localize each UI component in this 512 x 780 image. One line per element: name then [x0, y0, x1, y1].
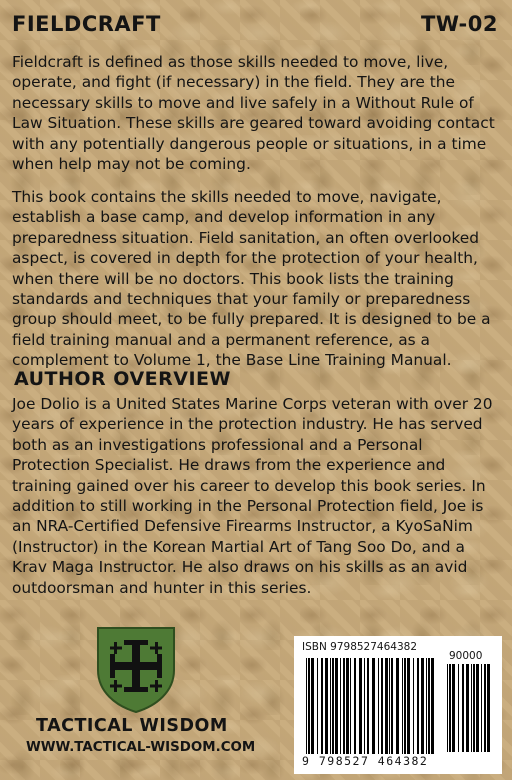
barcode-bar — [428, 658, 430, 754]
barcode-bar — [458, 664, 459, 752]
ean-barcode — [306, 658, 434, 754]
book-title: FIELDCRAFT — [12, 12, 161, 36]
author-overview-text: Joe Dolio is a United States Marine Corps veteran with over 20 years of experience in the protection industry. He has served both as an investigations professional and a Personal Protection Specialist. He draws from the experience and training gained over his career to develop this book series. In addition to still working in the Personal Protection field, Joe is an NRA-Certified Defensive Firearms Instructor, a KyoSaNim (Instructor) in the Korean Martial Art of Tang Soo Do, and a Krav Maga Instructor. He also draws on his skills as an avid outdoorsman and hunter in this series. — [12, 395, 493, 597]
barcode-bar — [391, 658, 393, 754]
barcode-bar — [481, 664, 482, 752]
barcode-bar — [484, 664, 486, 752]
barcode-bar — [350, 658, 351, 754]
barcode-bar — [421, 658, 424, 754]
barcode-label — [294, 636, 502, 774]
barcode-bar — [404, 658, 406, 754]
barcode-bar — [367, 658, 369, 754]
barcode-bar — [462, 664, 464, 752]
brand-url: WWW.TACTICAL-WISDOM.COM — [26, 740, 256, 755]
barcode-bar — [389, 658, 390, 754]
barcode-bar — [317, 658, 318, 754]
barcode-bar — [452, 664, 455, 752]
description-paragraph-1: Fieldcraft is defined as those skills needed to move, live, operate, and fight (if necessary) in the field. They are the necessary skills to move and live safely in a Without Rule of Law Situation. These skills are geared toward avoiding contact with any potentially dangerous people or situations, in a time when help may not be coming. — [12, 53, 495, 174]
price-code: 90000 — [449, 650, 483, 662]
barcode-bar — [396, 658, 399, 754]
barcode-bar — [471, 664, 472, 752]
barcode-bar — [364, 658, 365, 754]
jerusalem-cross-shield-icon — [96, 626, 176, 714]
barcode-bar — [346, 658, 349, 754]
barcode-bar — [335, 658, 338, 754]
author-overview-heading: AUTHOR OVERVIEW — [14, 368, 231, 390]
barcode-bar — [306, 658, 307, 754]
barcode-bar — [325, 658, 328, 754]
price-barcode — [447, 664, 491, 752]
barcode-bar — [417, 658, 419, 754]
barcode-bar — [473, 664, 475, 752]
barcode-bar — [402, 658, 403, 754]
barcode-bar — [385, 658, 388, 754]
brand-name: TACTICAL WISDOM — [36, 716, 228, 736]
series-code: TW-02 — [421, 12, 498, 36]
barcode-bar — [466, 664, 469, 752]
barcode-bar — [321, 658, 323, 754]
isbn-text: ISBN 9798527464382 — [302, 641, 418, 653]
barcode-bar — [381, 658, 383, 754]
barcode-bar — [426, 658, 427, 754]
barcode-bar — [332, 658, 334, 754]
barcode-bar — [378, 658, 379, 754]
barcode-bar — [413, 658, 414, 754]
barcode-bar — [308, 658, 310, 754]
barcode-bar — [311, 658, 314, 754]
barcode-bar — [487, 664, 490, 752]
barcode-bar — [431, 658, 434, 754]
barcode-bar — [330, 658, 331, 754]
barcode-bar — [359, 658, 362, 754]
barcode-bar — [476, 664, 479, 752]
barcode-bar — [407, 658, 410, 754]
barcode-bar — [449, 664, 451, 752]
barcode-bar — [340, 658, 341, 754]
barcode-bar — [343, 658, 345, 754]
description-paragraph-2: This book contains the skills needed to move, navigate, establish a base camp, and develop information in any preparedness situation. Field sanitation, an often overlooked aspect, is covered in depth for the protection of your health, when there will be no doctors. This book lists the training standards and techniques that your family or preparedness group should meet, to be fully prepared. It is designed to be a field training manual and a permanent reference, as a complement to Volume 1, the Base Line Training Manual. — [12, 188, 491, 370]
barcode-bar — [447, 664, 448, 752]
barcode-bar — [354, 658, 356, 754]
barcode-bar — [372, 658, 375, 754]
barcode-digits: 9 798527 464382 — [302, 754, 429, 768]
